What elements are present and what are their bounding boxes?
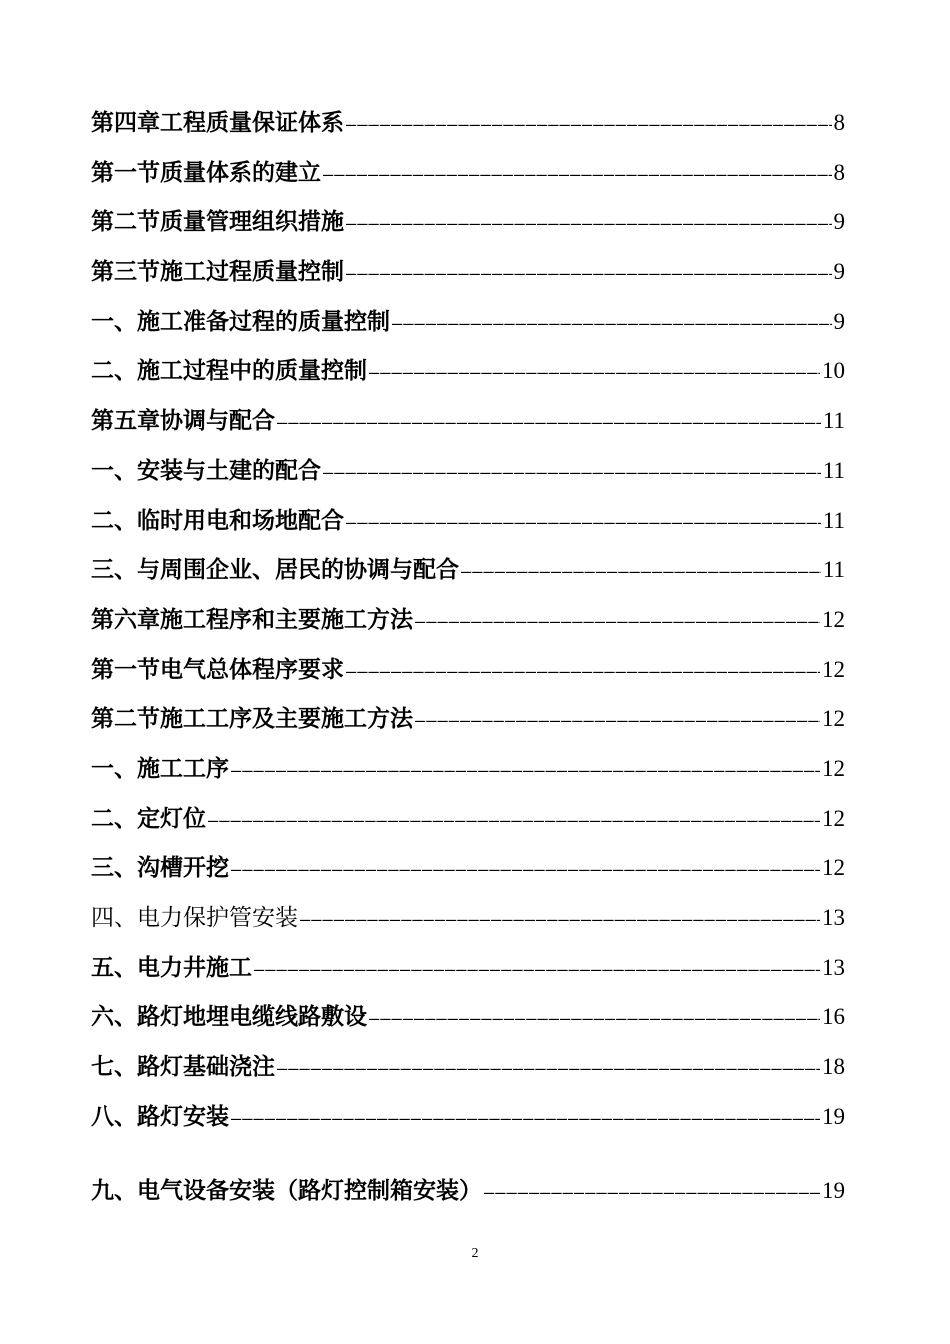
toc-dot-leader <box>323 449 821 499</box>
toc-entry-page: 19 <box>822 1103 845 1129</box>
toc-entry-title: 二、施工过程中的质量控制 <box>91 357 367 385</box>
toc-dot-leader <box>300 896 820 946</box>
toc-entry-page: 10 <box>822 358 845 384</box>
toc-dot-leader <box>323 151 832 201</box>
toc-entry-title: 第五章协调与配合 <box>91 407 275 435</box>
table-of-contents <box>91 98 845 1216</box>
toc-entry[interactable] <box>91 545 845 595</box>
toc-entry[interactable] <box>91 645 845 695</box>
toc-dot-leader <box>346 499 821 549</box>
toc-entry-page: 9 <box>833 259 845 285</box>
toc-entry-title: 二、定灯位 <box>91 804 206 832</box>
toc-dot-leader <box>346 200 832 250</box>
toc-entry[interactable] <box>91 943 845 993</box>
toc-entry[interactable] <box>91 297 845 347</box>
toc-entry[interactable] <box>91 843 845 893</box>
toc-entry[interactable] <box>91 595 845 645</box>
toc-entry[interactable] <box>91 98 845 148</box>
toc-entry[interactable] <box>91 893 845 943</box>
toc-entry[interactable] <box>91 992 845 1042</box>
toc-entry[interactable] <box>91 1092 845 1142</box>
toc-entry-page: 19 <box>822 1178 845 1204</box>
toc-entry-page: 12 <box>822 706 845 732</box>
toc-dot-leader <box>415 697 820 747</box>
toc-dot-leader <box>277 1045 820 1095</box>
toc-entry-page: 12 <box>822 656 845 682</box>
toc-entry-title: 一、安装与土建的配合 <box>91 456 321 484</box>
toc-entry-page: 12 <box>822 606 845 632</box>
toc-entry-page: 13 <box>822 954 845 980</box>
toc-entry-title: 第一节电气总体程序要求 <box>91 655 344 683</box>
toc-dot-leader <box>346 250 832 300</box>
toc-entry[interactable] <box>91 794 845 844</box>
toc-entry-page: 8 <box>833 110 845 135</box>
toc-dot-leader <box>231 846 820 896</box>
toc-entry-title: 第二节质量管理组织措施 <box>91 208 344 236</box>
toc-entry-title: 五、电力井施工 <box>91 953 252 981</box>
toc-entry-page: 16 <box>822 1004 845 1030</box>
toc-dot-leader <box>346 648 820 698</box>
toc-entry-page: 11 <box>822 408 845 434</box>
toc-dot-leader <box>369 995 820 1045</box>
toc-dot-leader <box>277 399 821 449</box>
toc-entry[interactable] <box>91 694 845 744</box>
toc-entry-title: 一、施工工序 <box>91 754 229 782</box>
toc-entry-page: 12 <box>822 805 845 831</box>
toc-entry-title: 第二节施工工序及主要施工方法 <box>91 705 413 733</box>
page-number: 2 <box>471 1246 479 1261</box>
toc-entry[interactable] <box>91 346 845 396</box>
toc-entry-page: 12 <box>822 755 845 781</box>
toc-entry-title: 第一节质量体系的建立 <box>91 158 321 186</box>
toc-entry-title: 第三节施工过程质量控制 <box>91 258 344 286</box>
toc-dot-leader <box>231 1095 820 1145</box>
toc-entry[interactable] <box>91 744 845 794</box>
toc-entry-page: 13 <box>822 905 845 930</box>
toc-entry-title: 七、路灯基础浇注 <box>91 1053 275 1081</box>
toc-entry-title: 第四章工程质量保证体系 <box>91 109 344 136</box>
toc-dot-leader <box>346 101 832 151</box>
toc-entry[interactable] <box>91 1166 845 1216</box>
toc-dot-leader <box>484 1169 820 1219</box>
toc-dot-leader <box>369 349 820 399</box>
toc-dot-leader <box>392 300 832 350</box>
toc-entry-page: 8 <box>833 159 845 185</box>
toc-dot-leader <box>208 797 820 847</box>
toc-entry[interactable] <box>91 496 845 546</box>
toc-entry-title: 第六章施工程序和主要施工方法 <box>91 605 413 633</box>
toc-entry[interactable] <box>91 446 845 496</box>
toc-dot-leader <box>461 548 821 598</box>
toc-entry-title: 九、电气设备安装（路灯控制箱安装） <box>91 1177 482 1205</box>
toc-dot-leader <box>415 598 820 648</box>
toc-dot-leader <box>254 946 820 996</box>
toc-entry-page: 11 <box>822 557 845 583</box>
toc-entry-page: 9 <box>833 308 845 334</box>
toc-entry-title: 一、施工准备过程的质量控制 <box>91 307 390 335</box>
toc-entry[interactable] <box>91 148 845 198</box>
toc-entry-title: 八、路灯安装 <box>91 1102 229 1130</box>
toc-entry-title: 三、沟槽开挖 <box>91 854 229 882</box>
toc-entry-page: 9 <box>833 209 845 235</box>
toc-dot-leader <box>231 747 820 797</box>
toc-entry-title: 六、路灯地埋电缆线路敷设 <box>91 1003 367 1031</box>
toc-entry[interactable] <box>91 247 845 297</box>
toc-entry-page: 18 <box>822 1054 845 1080</box>
toc-entry[interactable] <box>91 1042 845 1092</box>
toc-entry-page: 11 <box>822 457 845 483</box>
toc-entry[interactable] <box>91 197 845 247</box>
toc-entry-page: 11 <box>822 507 845 533</box>
toc-entry[interactable] <box>91 396 845 446</box>
toc-entry-title: 四、电力保护管安装 <box>91 905 298 931</box>
toc-entry-title: 二、临时用电和场地配合 <box>91 506 344 534</box>
toc-entry-title: 三、与周围企业、居民的协调与配合 <box>91 556 459 584</box>
toc-entry-page: 12 <box>822 855 845 881</box>
